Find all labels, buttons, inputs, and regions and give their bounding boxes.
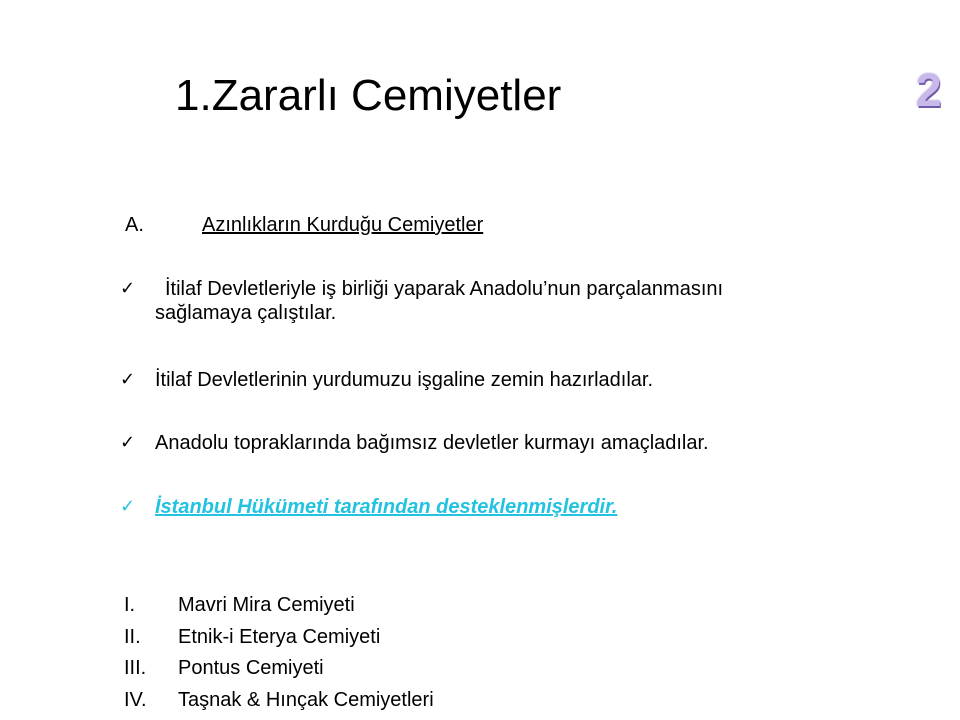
list-item-number: II. xyxy=(124,625,141,648)
bullet-text: İtilaf Devletleriyle iş birliği yaparak Anadolu’nun parçalanmasını xyxy=(165,278,724,300)
highlighted-link-text[interactable]: İstanbul Hükümeti tarafından desteklenmişlerdir. xyxy=(155,496,618,518)
section-heading-text: Azınlıkların Kurduğu Cemiyetler xyxy=(202,214,484,236)
bullet-item xyxy=(120,431,880,455)
list-item-label: Etnik-i Eterya Cemiyeti xyxy=(178,625,381,648)
bullet-item xyxy=(120,368,880,392)
check-mark-icon: ✓ xyxy=(120,496,136,517)
list-item xyxy=(124,622,434,654)
list-item-number: I. xyxy=(124,594,136,616)
list-item xyxy=(124,685,434,717)
section-heading xyxy=(125,211,483,239)
societies-list xyxy=(124,590,434,716)
list-item xyxy=(124,590,434,622)
slide-title: 1.Zararlı Cemiyetler xyxy=(175,71,562,120)
bullet-text-continued: sağlamaya çalıştılar. xyxy=(155,302,337,324)
check-mark-icon: ✓ xyxy=(120,432,136,453)
check-mark-icon: ✓ xyxy=(120,369,136,390)
page-number: 2 xyxy=(916,64,942,116)
bullet-item-highlighted xyxy=(120,495,880,519)
bullet-text: Anadolu topraklarında bağımsız devletler kurmayı amaçladılar. xyxy=(155,432,709,454)
list-item xyxy=(124,653,434,685)
section-letter: A. xyxy=(125,214,144,236)
list-item-label: Taşnak & Hınçak Cemiyetleri xyxy=(178,688,434,711)
check-mark-icon: ✓ xyxy=(120,278,136,299)
bullet-item xyxy=(120,277,880,325)
list-item-number: IV. xyxy=(124,688,147,711)
list-item-number: III. xyxy=(124,657,147,679)
bullet-text: İtilaf Devletlerinin yurdumuzu işgaline zemin hazırladılar. xyxy=(155,369,654,391)
list-item-label: Mavri Mira Cemiyeti xyxy=(178,594,355,616)
list-item-label: Pontus Cemiyeti xyxy=(178,657,324,679)
